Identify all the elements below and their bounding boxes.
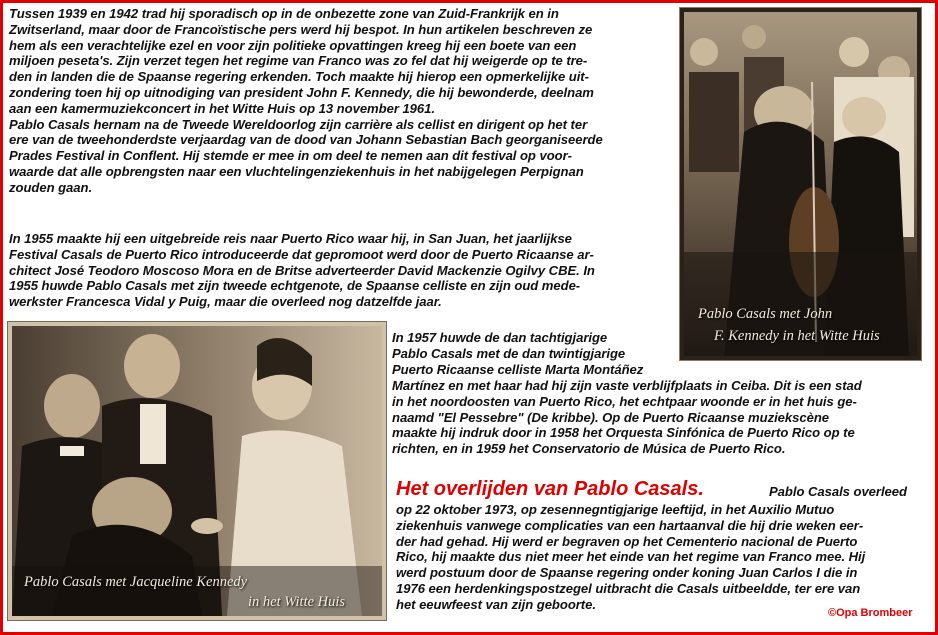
photo-casals-jfk	[680, 8, 921, 360]
caption-top-line-2: F. Kennedy in het Witte Huis	[714, 328, 880, 344]
photo-casals-jfk-image	[684, 12, 917, 356]
photo-casals-jacqueline	[8, 322, 386, 620]
paragraph-3-wide: Martínez en met haar had hij zijn vaste verblijfplaats in Ceiba. Dit is een stad in het noordoosten van Puerto Rico, het echtpaar woonde er in het huis ge- naamd "El Pessebre" (De kribbe). Op de Puerto Ricaanse muziekscène maakte hij indruk door in 1958 het Orquesta Sinfónica de Puerto Rico op te richten, en in 1959 het Conservatorio de Música de Puerto Rico.	[392, 378, 862, 457]
paragraph-3-narrow: In 1957 huwde de dan tachtigjarige Pablo Casals met de dan twintigjarige Puerto Ricaanse celliste Marta Montáñez	[392, 330, 644, 377]
paragraph-1: Tussen 1939 en 1942 trad hij sporadisch op in de onbezette zone van Zuid-Frankrijk en in Zwitserland, maar door de Francoïstische pers werd hij bespot. In hun artikelen beschreven ze hem als een verachtelijke ezel en voor zijn politieke opvattingen kreeg hij een boete van een miljoen peseta's. Zijn verzet tegen het regime van Franco was zo fel dat hij weigerde op te tre- den in landen die de Spaanse regering erkenden. Toch maakte hij hierop een opmerkelijke uit- zondering toen hij op uitnodiging van president John F. Kennedy, die hij bewonderde, deelnam aan een kamermuziekconcert in het Witte Huis op 13 november 1961. Pablo Casals hernam na de Tweede Wereldoorlog zijn carrière als cellist en dirigent op het ter ere van de tweehonderdste verjaardag van de dood van Johann Sebastian Bach georganiseerde Prades Festival in Conflent. Hij stemde er mee in om deel te nemen aan dit festival op voor- waarde dat alle opbrengsten naar een vluchtelingenziekenhuis in het nabijgelegen Perpignan zouden gaan.	[9, 6, 603, 195]
paragraph-4-first: Pablo Casals overleed	[769, 484, 907, 499]
caption-left-line-1: Pablo Casals met Jacqueline Kennedy	[24, 574, 248, 590]
paragraph-2: In 1955 maakte hij een uitgebreide reis naar Puerto Rico waar hij, in San Juan, het jaarlijkse Festival Casals de Puerto Rico introduceerde dat gepromoot werd door de Puerto Ricaanse ar- chitect José Teodoro Moscoso Mora en de Britse adverteerder David Mackenzie Ogilvy CBE. In 1955 huwde Pablo Casals met zijn tweede echtgenote, de Spaanse celliste en zijn oud mede- werkster Francesca Vidal y Puig, maar die overleed nog datzelfde jaar.	[9, 231, 595, 310]
copyright-notice: ©Opa Brombeer	[828, 607, 913, 619]
section-heading: Het overlijden van Pablo Casals.	[396, 478, 704, 500]
caption-left-line-2: in het Witte Huis	[248, 594, 346, 610]
photo-casals-jacqueline-image	[12, 326, 382, 616]
caption-top-line-1: Pablo Casals met John	[698, 306, 833, 322]
paragraph-4-rest: op 22 oktober 1973, op zesennegntigjarige leeftijd, in het Auxilio Mutuo ziekenhuis vanwege complicaties van een hartaanval die hij drie weken eer- der had gehad. Hij werd er begraven op het Cementerio nacional de Puerto Rico, hij maakte dus niet meer het einde van het regime van Franco mee. Hij werd postuum door de Spaanse regering onder koning Juan Carlos I die in 1976 een herdenkingspostzegel uitbracht die Casals uitbeeldde, ter ere van het eeuwfeest van zijn geboorte.	[396, 502, 866, 612]
